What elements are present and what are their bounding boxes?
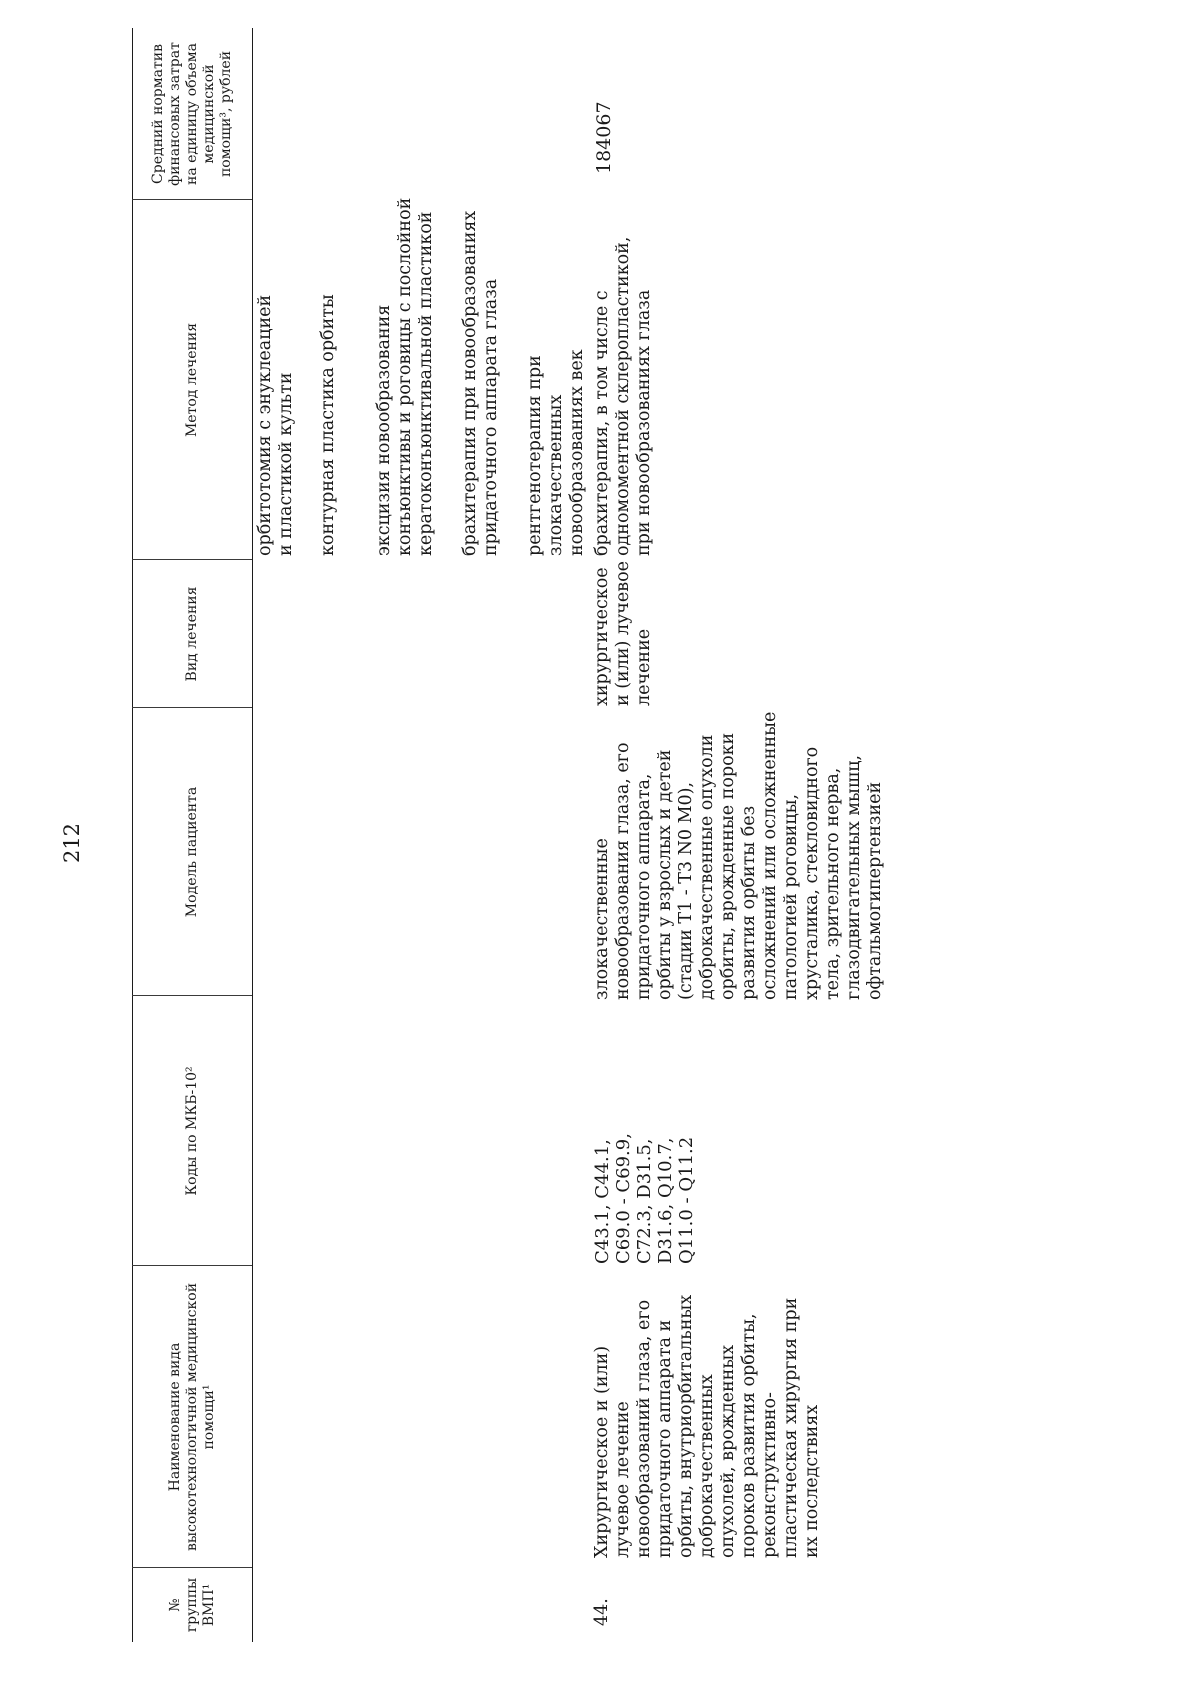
row-44-treatment-type: хирургическое и (или) лучевое лечение xyxy=(592,561,654,706)
header-treatment-method-text: Метод лечения xyxy=(183,322,200,438)
row-44-treatment-method: брахитерапия, в том числе с одномоментной склеропластикой, при новообразованиях глаза xyxy=(592,236,654,556)
header-patient-model xyxy=(132,708,252,996)
method-item: рентгенотерапия при злокачественных новообразованиях век xyxy=(525,349,587,556)
header-treatment-type-text: Вид лечения xyxy=(183,586,200,682)
header-group-number-text: № группы ВМП¹ xyxy=(166,1577,217,1633)
header-vmp-name xyxy=(132,1266,252,1568)
method-item: контурная пластика орбиты xyxy=(318,294,338,556)
header-patient-model-text: Модель пациента xyxy=(183,786,200,918)
method-item: брахитерапия при новообразованиях придаточного аппарата глаза xyxy=(460,210,501,556)
row-44-patient-model: злокачественные новообразования глаза, его придаточного аппарата, орбиты у взрослых и детей (стадии T1 - T3 N0 M0), доброкачественные опухоли орбиты, врожденные пороки развития орбиты без осложнений или осложненные патологией роговицы, хрусталика, стекловидного тела, зрительного нерва, глазодвигательных мышц, офтальмогипертензией xyxy=(592,711,885,1000)
method-item: орбитотомия с энуклеацией и пластикой культи xyxy=(255,294,296,556)
page-number: 212 xyxy=(60,822,84,864)
header-treatment-type xyxy=(132,560,252,708)
header-cost-norm xyxy=(132,28,252,200)
header-treatment-method xyxy=(132,200,252,560)
row-44-group-number: 44. xyxy=(592,1598,612,1626)
row-44-cost-norm: 184067 xyxy=(593,101,615,174)
row-44-icd-codes: C43.1, C44.1, C69.0 - C69.9, C72.3, D31.5, D31.6, Q10.7, Q11.0 - Q11.2 xyxy=(592,1133,697,1264)
header-vmp-name-text: Наименование вида высокотехнологичной медицинской помощи¹ xyxy=(166,1282,217,1552)
header-icd-codes xyxy=(132,996,252,1266)
header-group-number xyxy=(132,1568,252,1642)
header-cost-norm-text: Средний норматив финансовых затрат на единицу объема медицинской помощи³, рублей xyxy=(149,42,234,186)
method-item: эксцизия новообразования конъюнктивы и роговицы с послойной кератоконъюнктивальной пластикой xyxy=(374,197,436,556)
row-44-vmp-name: Хирургическое и (или) лучевое лечение новообразований глаза, его придаточного аппарата и орбиты, внутриорбитальных доброкачественных опухолей, врожденных пороков развития орбиты, реконструктивно- пластическая хирургия при их последствиях xyxy=(592,1294,822,1558)
table-header-rule xyxy=(252,28,253,1642)
header-icd-codes-text: Коды по МКБ-10² xyxy=(183,1066,200,1196)
